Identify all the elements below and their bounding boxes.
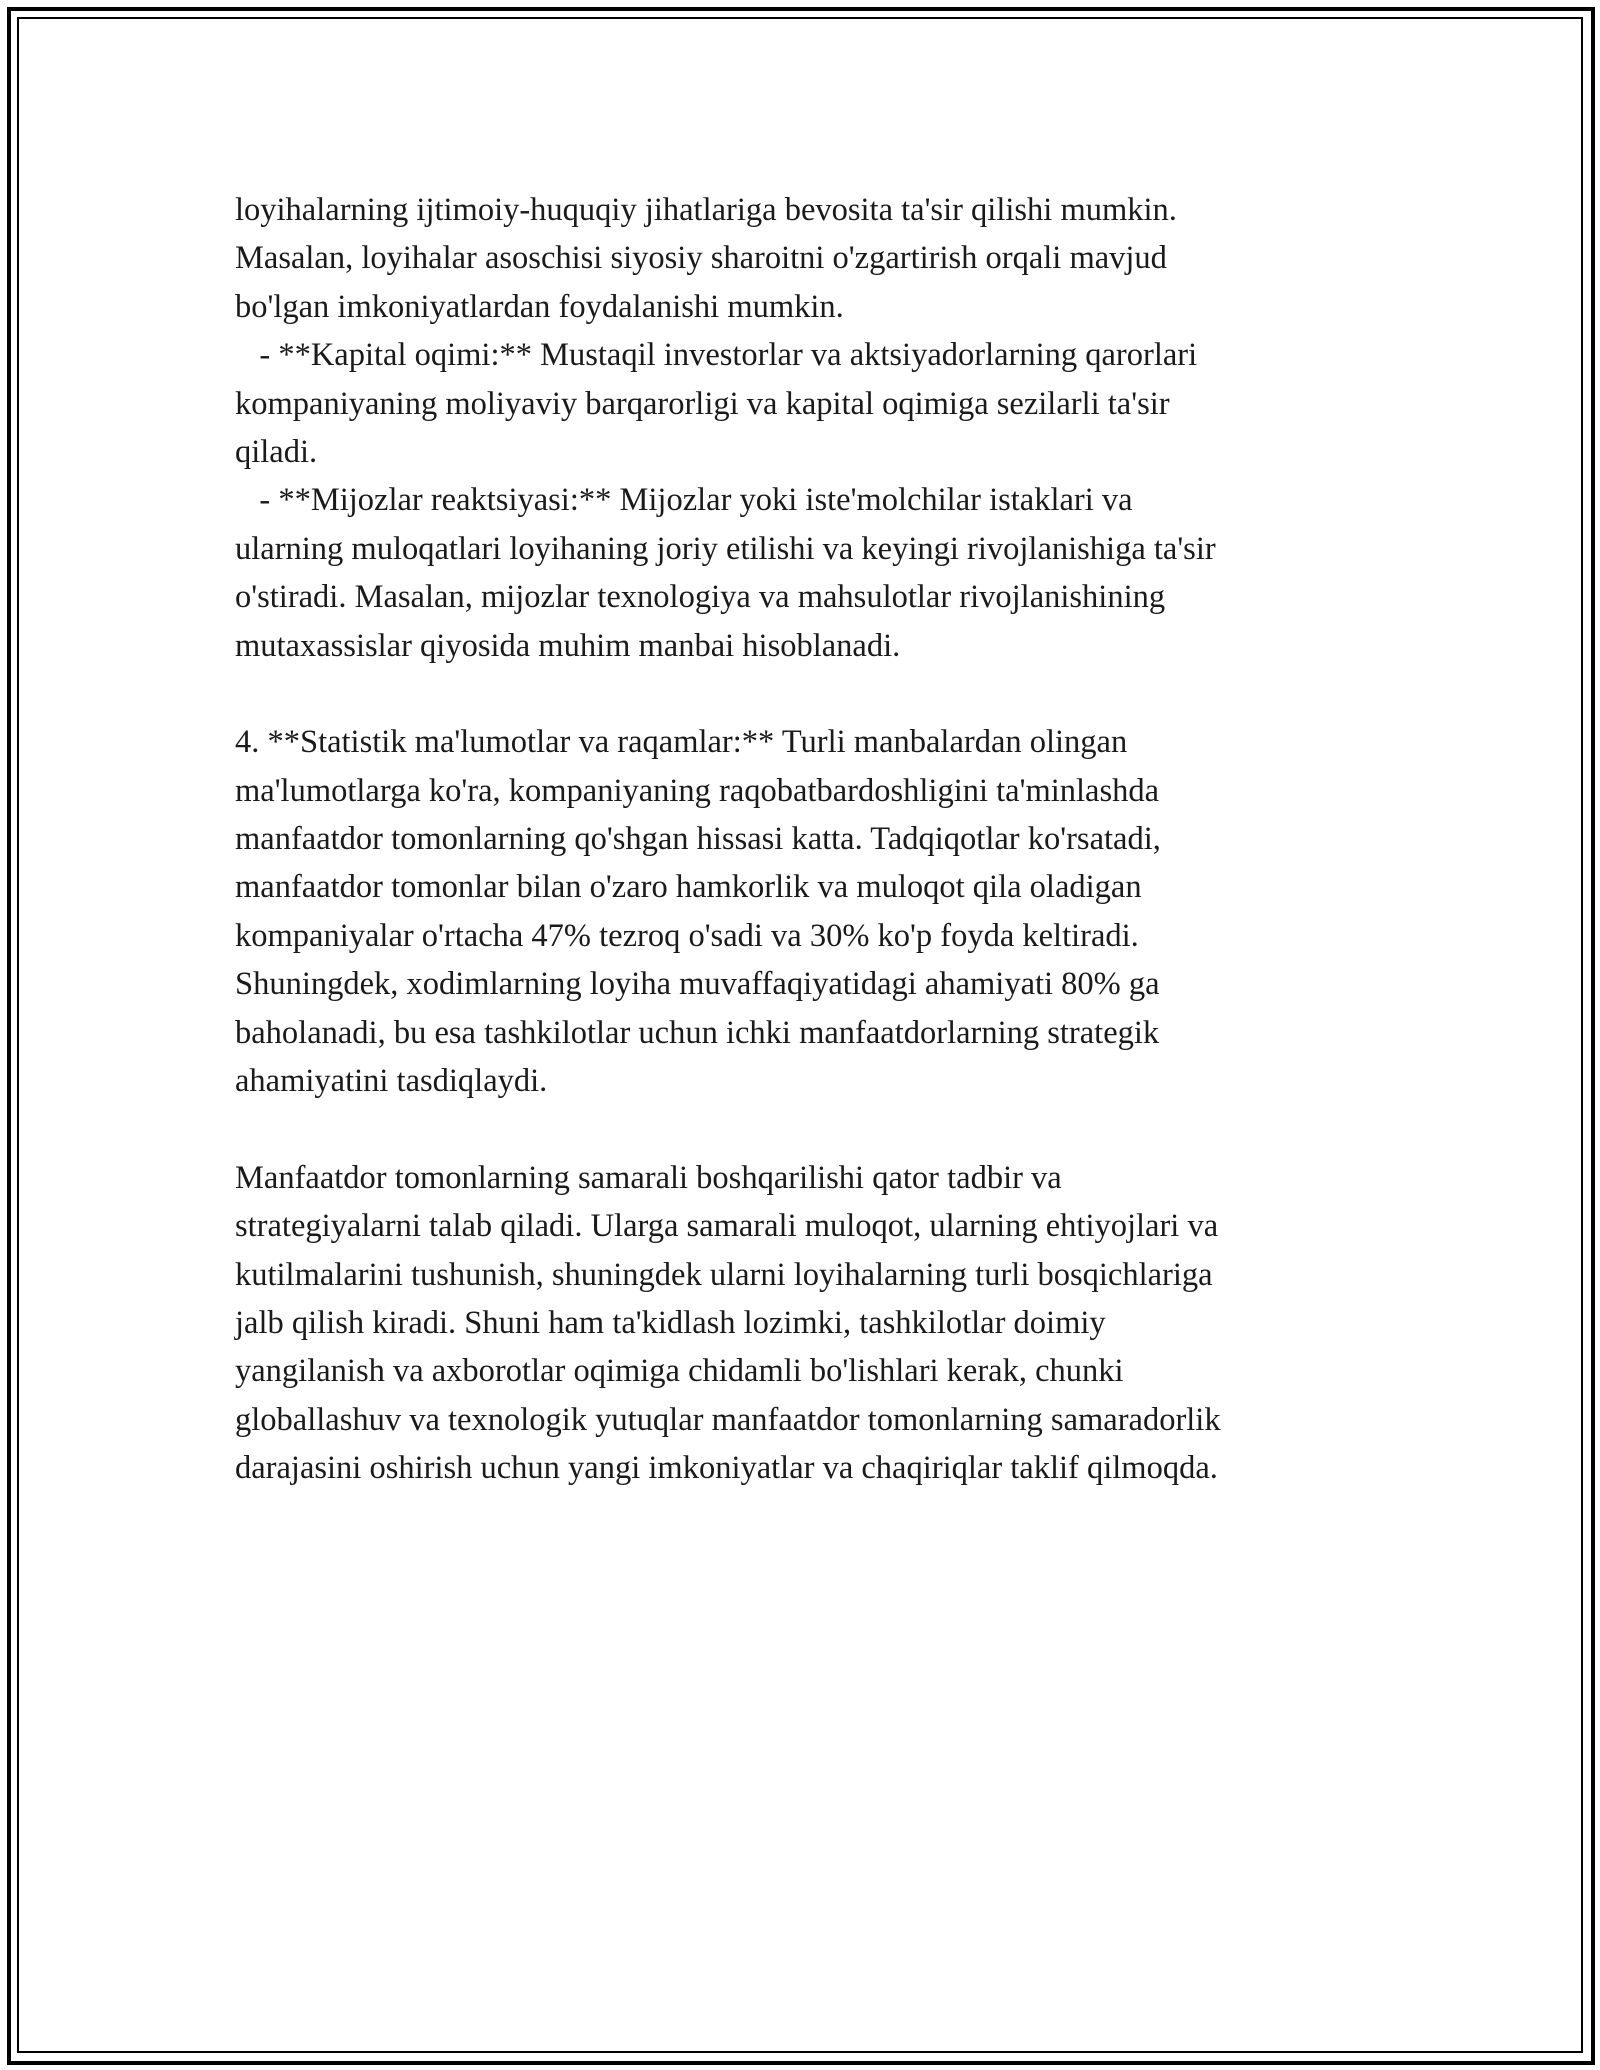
text-line: manfaatdor tomonlar bilan o'zaro hamkorlik va muloqot qila oladigan (235, 869, 1142, 906)
text-line: Manfaatdor tomonlarning samarali boshqarilishi qator tadbir va (235, 1159, 1062, 1196)
text-line: qiladi. (235, 433, 318, 470)
text-line: ma'lumotlarga ko'ra, kompaniyaning raqobatbardoshligini ta'minlashda (235, 772, 1160, 809)
text-line: kompaniyaning moliyaviy barqarorligi va kapital oqimiga sezilarli ta'sir (235, 385, 1170, 422)
text-line: kutilmalarini tushunish, shuningdek ularni loyihalarning turli bosqichlariga (235, 1256, 1213, 1293)
text-line: bo'lgan imkoniyatlardan foydalanishi mumkin. (235, 288, 844, 325)
text-line: jalb qilish kiradi. Shuni ham ta'kidlash lozimki, tashkilotlar doimiy (235, 1304, 1106, 1341)
text-line: o'stiradi. Masalan, mijozlar texnologiya va mahsulotlar rivojlanishining (235, 579, 1166, 616)
text-line: baholanadi, bu esa tashkilotlar uchun ichki manfaatdorlarning strategik (235, 1014, 1160, 1051)
document-body (235, 186, 1365, 1493)
text-line: Masalan, loyihalar asoschisi siyosiy sharoitni o'zgartirish orqali mavjud (235, 240, 1167, 277)
text-line: manfaatdor tomonlarning qo'shgan hissasi katta. Tadqiqotlar ko'rsatadi, (235, 821, 1161, 858)
text-line: ularning muloqatlari loyihaning joriy etilishi va keyingi rivojlanishiga ta'sir (235, 530, 1216, 567)
list-item-mijozlar-reaktsiyasi: - **Mijozlar reaktsiyasi:** Mijozlar yoki iste'molchilar istaklari va (235, 482, 1133, 519)
text-line: globallashuv va texnologik yutuqlar manfaatdor tomonlarning samaradorlik (235, 1401, 1221, 1438)
text-line: 4. **Statistik ma'lumotlar va raqamlar:** Turli manbalardan olingan (235, 724, 1128, 761)
paragraph-continuation (235, 186, 1365, 670)
text-line: kompaniyalar o'rtacha 47% tezroq o'sadi va 30% ko'p foyda keltiradi. (235, 917, 1139, 954)
list-item-kapital-oqimi: - **Kapital oqimi:** Mustaqil investorlar va aktsiyadorlarning qarorlari (235, 337, 1198, 374)
text-line: ahamiyatini tasdiqlaydi. (235, 1063, 548, 1100)
paragraph-spacer (235, 670, 1365, 718)
text-line: mutaxassislar qiyosida muhim manbai hisoblanadi. (235, 627, 901, 664)
text-line: loyihalarning ijtimoiy-huquqiy jihatlariga bevosita ta'sir qilishi mumkin. (235, 192, 1177, 228)
paragraph-conclusion (235, 1154, 1365, 1493)
text-line: strategiyalarni talab qiladi. Ularga samarali muloqot, ularning ehtiyojlari va (235, 1208, 1219, 1245)
text-line: darajasini oshirish uchun yangi imkoniyatlar va chaqiriqlar taklif qilmoqda. (235, 1450, 1218, 1487)
text-line: yangilanish va axborotlar oqimiga chidamli bo'lishlari kerak, chunki (235, 1353, 1124, 1390)
paragraph-spacer (235, 1105, 1365, 1153)
text-line: Shuningdek, xodimlarning loyiha muvaffaqiyatidagi ahamiyati 80% ga (235, 966, 1160, 1003)
paragraph-statistics (235, 718, 1365, 1105)
